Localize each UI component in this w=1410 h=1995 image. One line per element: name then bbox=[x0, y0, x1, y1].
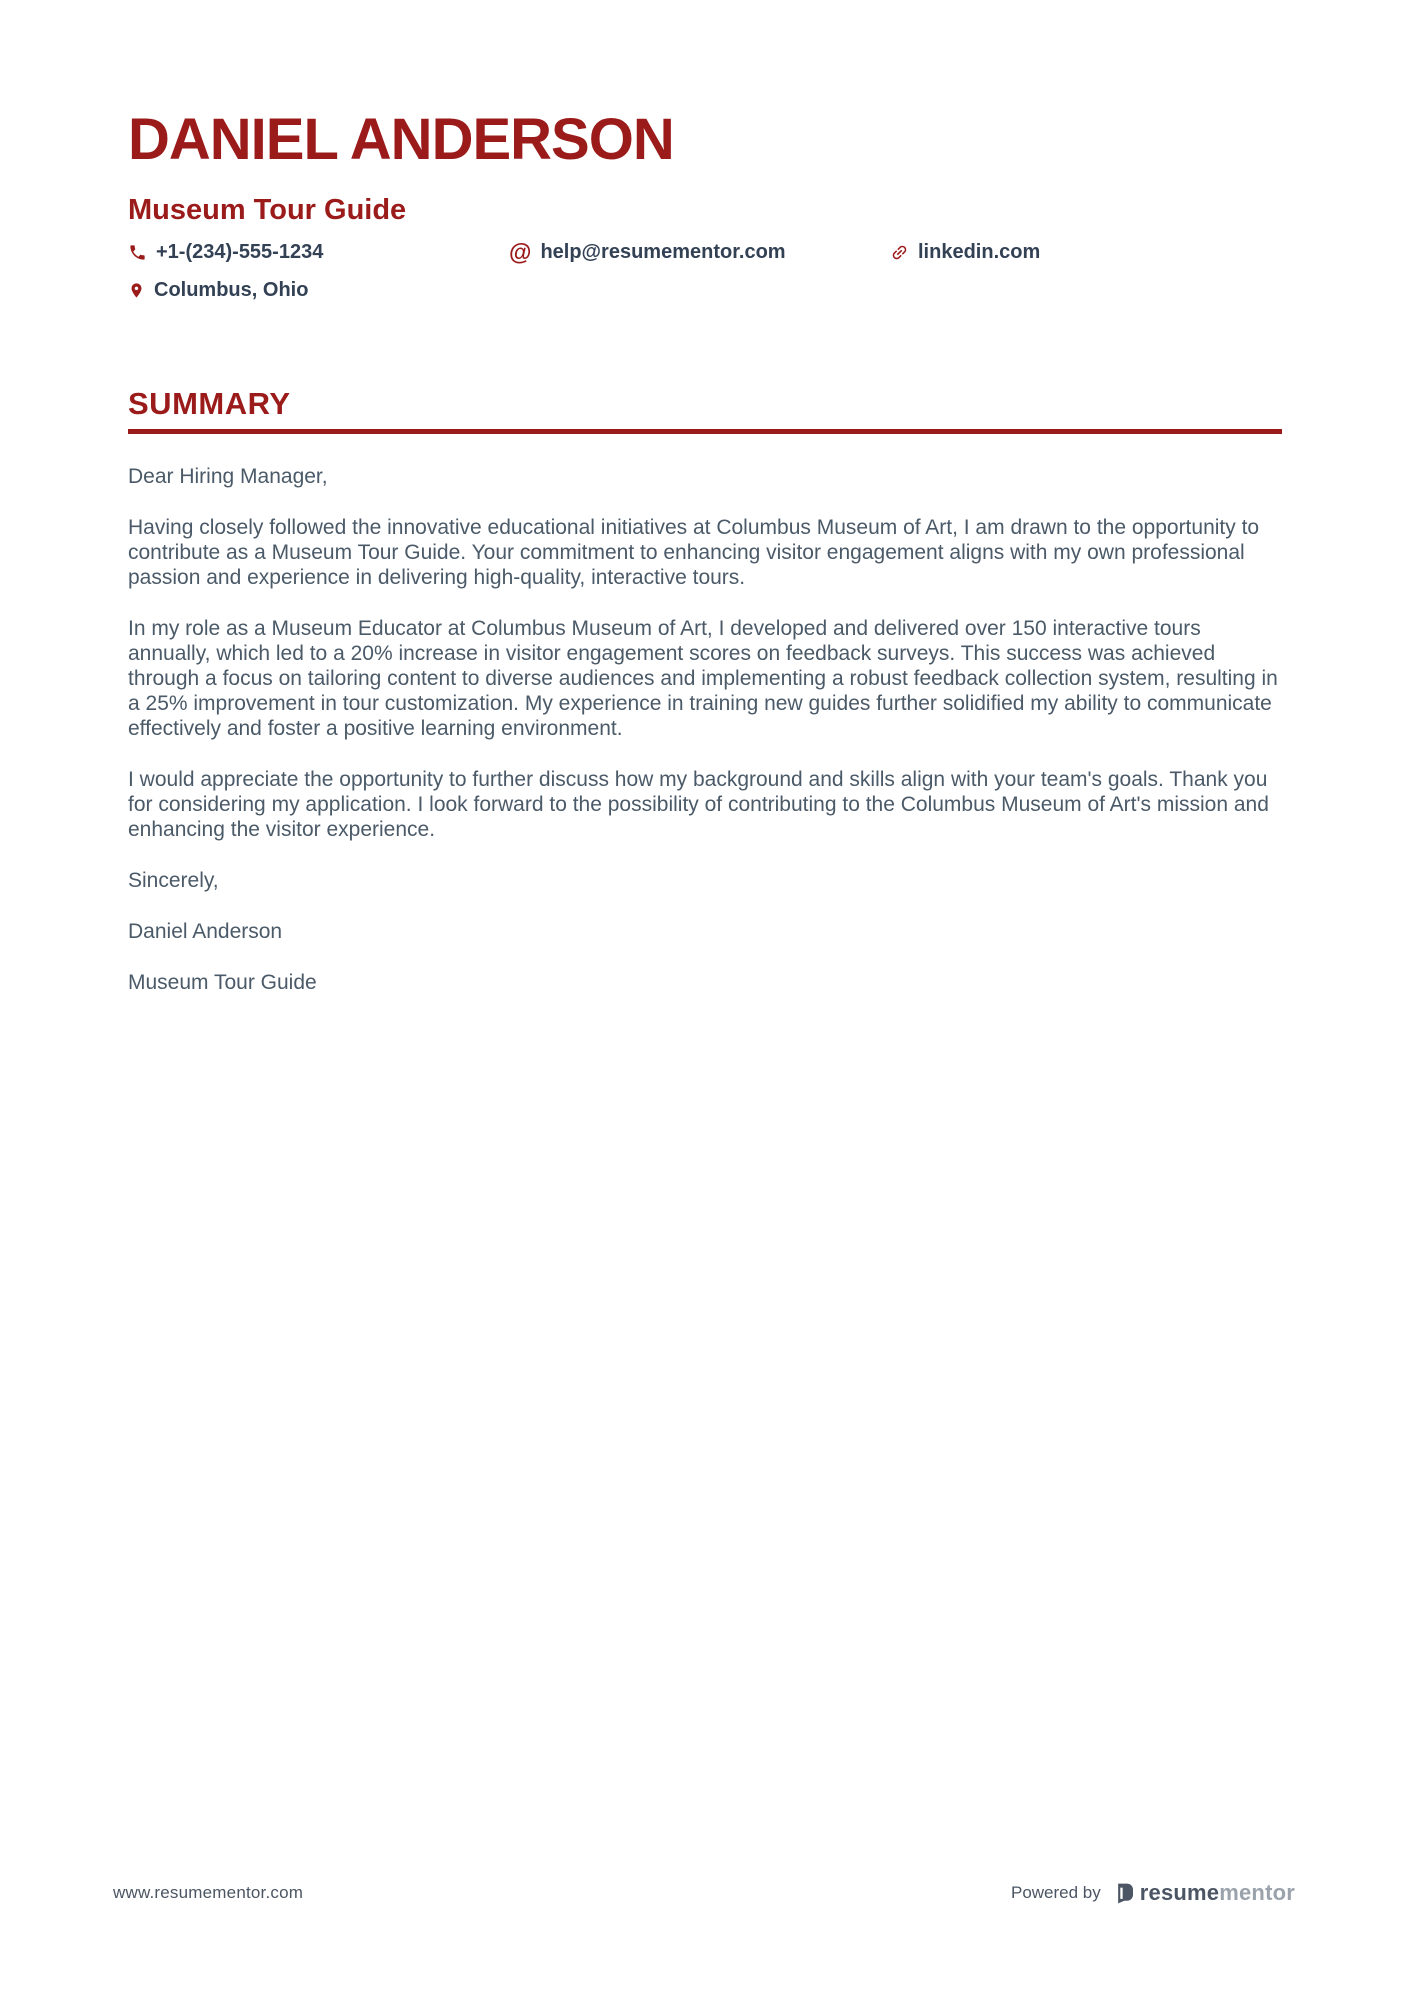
website-url[interactable]: www.resumementor.com bbox=[113, 1883, 304, 1902]
contact-info bbox=[128, 240, 1282, 302]
footer bbox=[113, 1878, 1295, 1908]
resumementor-logo-icon bbox=[1115, 1883, 1133, 1904]
cover-letter-body bbox=[128, 464, 1282, 995]
logo-text-mentor: mentor bbox=[1219, 1880, 1295, 1905]
location-pin-icon bbox=[128, 280, 145, 301]
header bbox=[128, 108, 1282, 302]
at-icon: @ bbox=[509, 239, 532, 266]
candidate-name: DANIEL ANDERSON bbox=[128, 107, 674, 172]
signature-name: Daniel Anderson bbox=[128, 919, 283, 943]
email-contact[interactable] bbox=[509, 240, 890, 264]
section-divider bbox=[128, 429, 1282, 434]
powered-by bbox=[1011, 1880, 1295, 1906]
body-paragraph-3: I would appreciate the opportunity to further discuss how my background and skills align with your team's goals. Thank you for considering my application. I look forward to the possibility of contributing to the Columbus Museum of Art's mission and enhancing the visitor experience. bbox=[128, 767, 1269, 841]
location-text: Columbus, Ohio bbox=[154, 279, 309, 302]
phone-number: +1-(234)-555-1234 bbox=[156, 241, 324, 264]
cover-letter-page bbox=[0, 0, 1410, 995]
body-paragraph-1: Having closely followed the innovative educational initiatives at Columbus Museum of Art, I am drawn to the opportunity to contribute as a Museum Tour Guide. Your commitment to enhancing visitor engagement aligns with my own professional passion and experience in delivering high-quality, interactive tours. bbox=[128, 515, 1260, 589]
resumementor-logo bbox=[1115, 1880, 1295, 1906]
job-title: Museum Tour Guide bbox=[128, 193, 407, 226]
logo-text-resume: resume bbox=[1139, 1880, 1220, 1905]
body-paragraph-2: In my role as a Museum Educator at Columbus Museum of Art, I developed and delivered over 150 interactive tours annually, which led to a 20% increase in visitor engagement scores on feedback surveys. This success was achieved through a focus on tailoring content to diverse audiences and implementing a robust feedback collection system, resulting in a 25% improvement in tour customization. My experience in training new guides further solidified my ability to communicate effectively and foster a positive learning environment. bbox=[128, 616, 1278, 740]
logo-text bbox=[1140, 1880, 1295, 1906]
summary-section bbox=[128, 386, 1282, 995]
powered-by-label: Powered by bbox=[1010, 1883, 1101, 1902]
closing: Sincerely, bbox=[128, 868, 219, 892]
signature-role: Museum Tour Guide bbox=[128, 970, 317, 994]
summary-heading: SUMMARY bbox=[128, 386, 291, 422]
phone-contact bbox=[128, 240, 509, 264]
phone-icon bbox=[128, 243, 147, 262]
linkedin-contact[interactable] bbox=[890, 240, 1282, 264]
linkedin-url[interactable]: linkedin.com bbox=[918, 241, 1041, 264]
salutation: Dear Hiring Manager, bbox=[128, 464, 328, 488]
email-address[interactable]: help@resumementor.com bbox=[540, 241, 786, 264]
location-contact bbox=[128, 278, 509, 302]
link-icon bbox=[886, 239, 913, 266]
